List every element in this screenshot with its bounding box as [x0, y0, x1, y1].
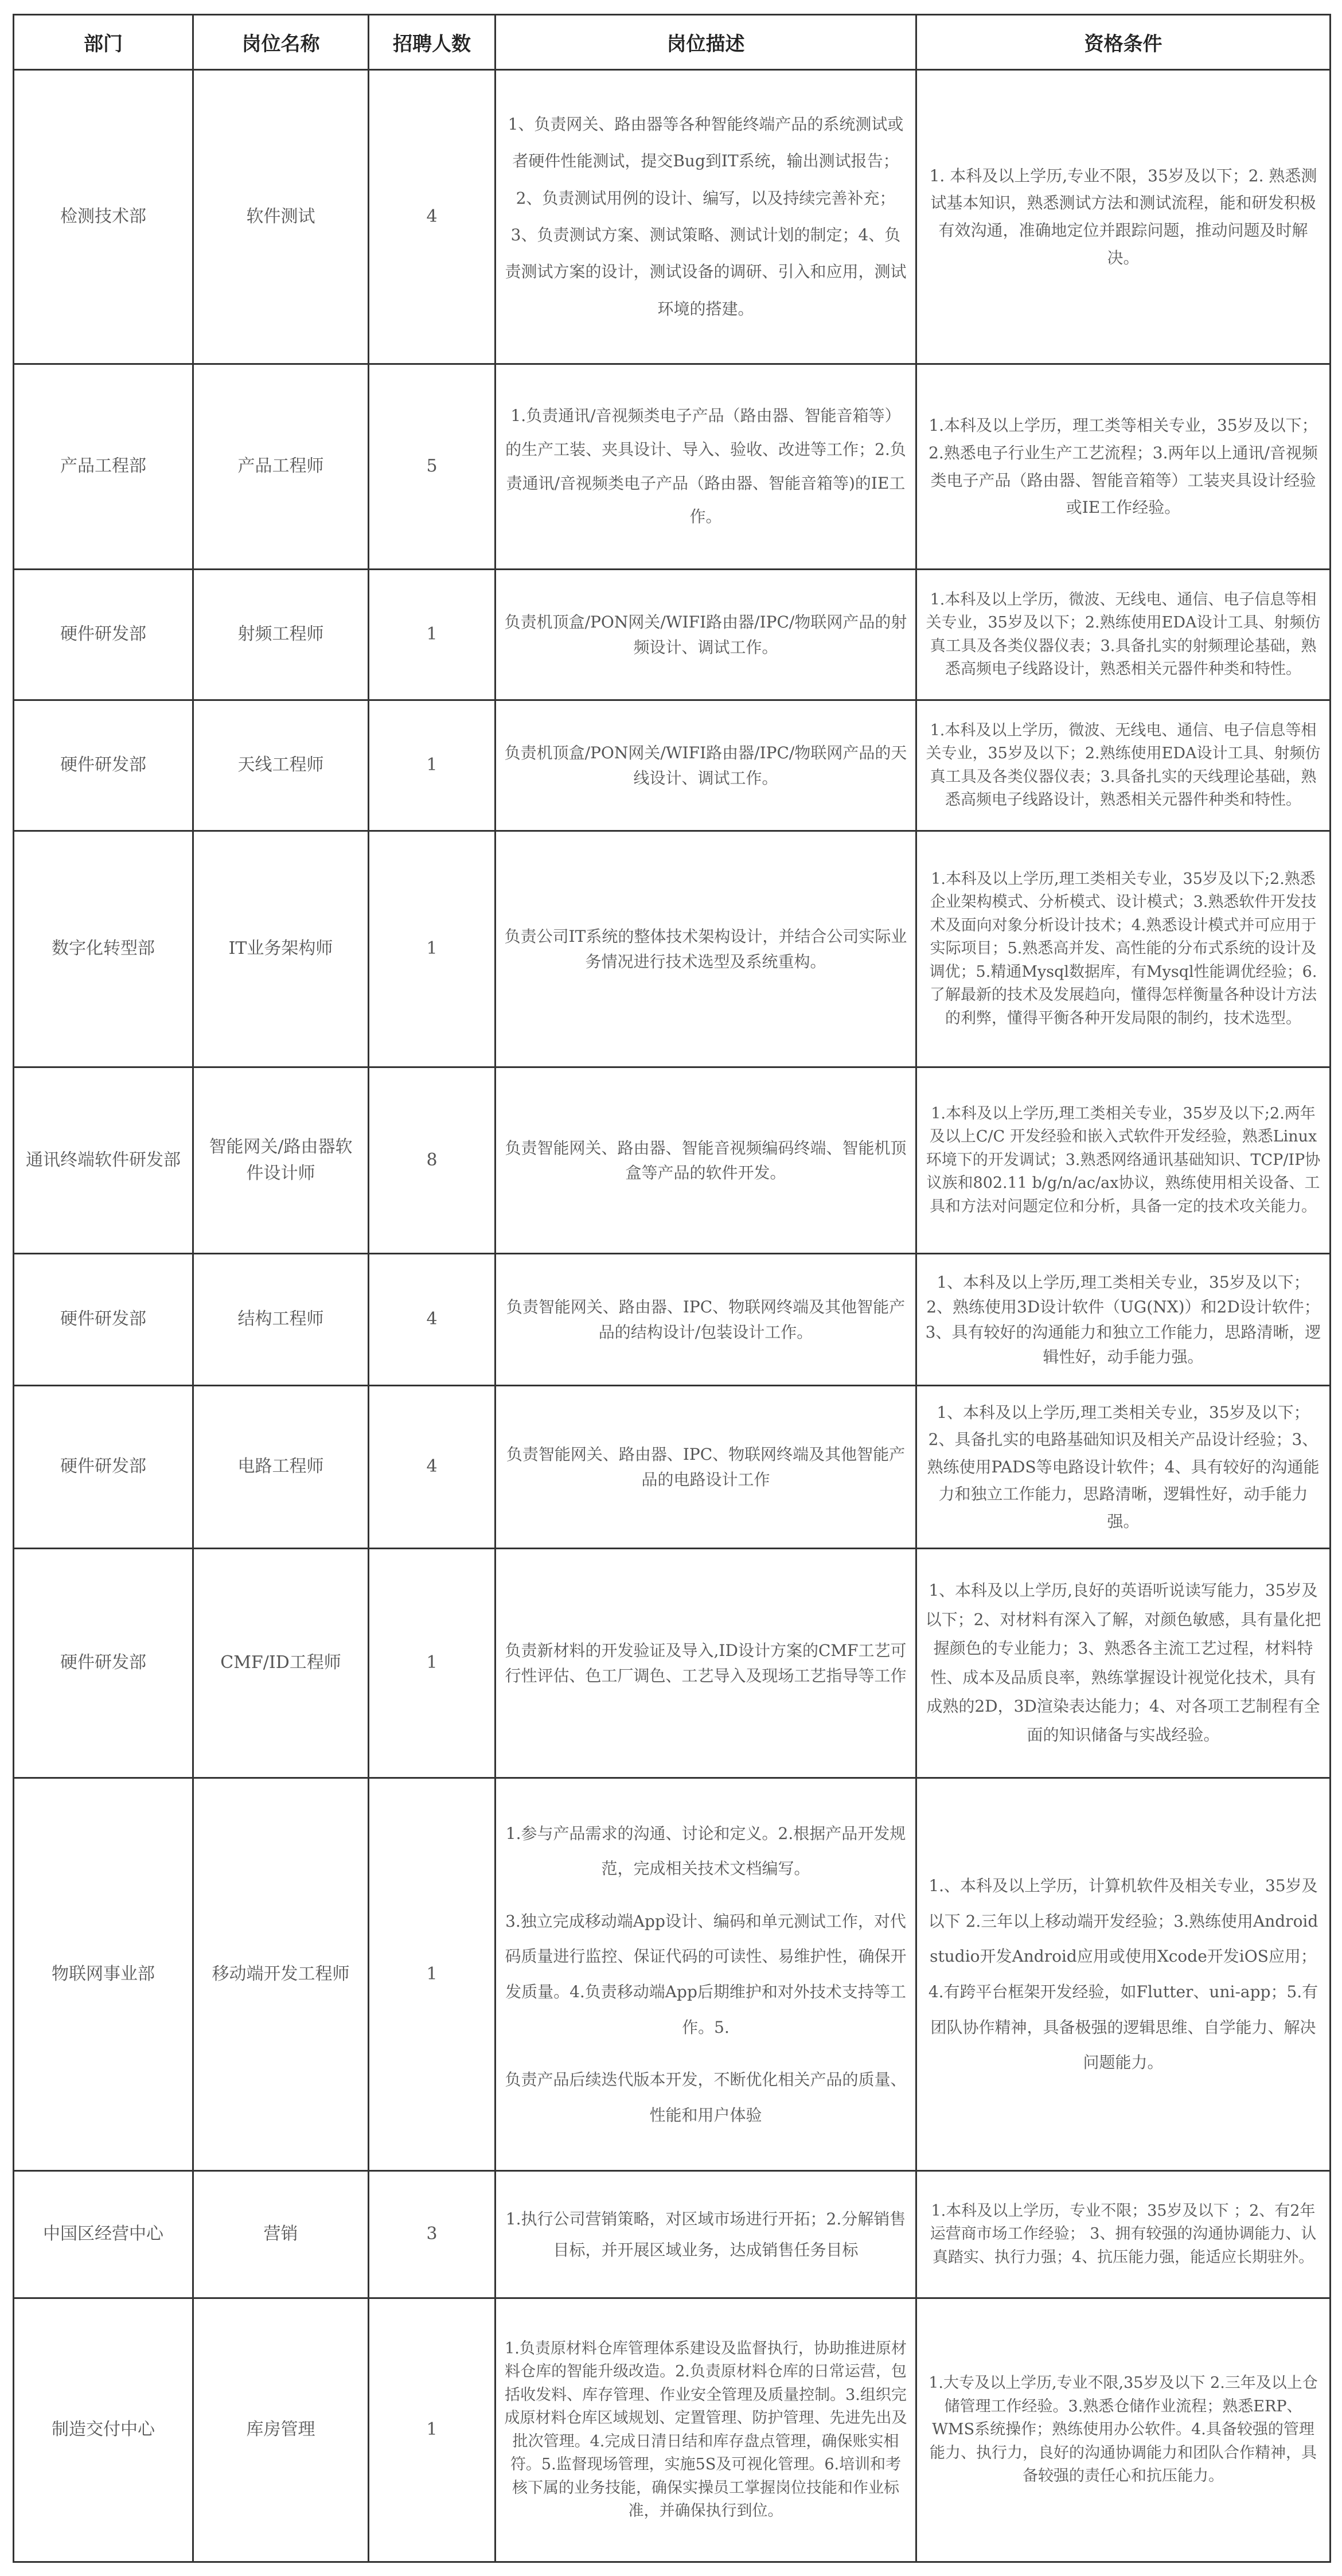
req-cell: [916, 700, 1331, 831]
title-cell: 射频工程师: [193, 570, 369, 700]
header-count: 招聘人数: [369, 15, 496, 70]
paragraph-gap: [504, 2045, 907, 2062]
desc-cell: [496, 831, 916, 1067]
req-paragraph: 1、本科及以上学历,理工类相关专业，35岁及以下；2、具备扎实的电路基础知识及相关产品设计经验；3、熟练使用PADS等电路设计软件；4、具有较好的沟通能力和独立工作能力，思路清晰，逻辑性好，动手能力强。: [927, 1402, 1320, 1531]
count-cell: 1: [369, 2298, 496, 2562]
title-cell: 电路工程师: [193, 1386, 369, 1549]
desc-paragraph: 负责公司IT系统的整体技术架构设计，并结合公司实际业务情况进行技术选型及系统重构。: [504, 927, 907, 971]
dept-cell: 中国区经营中心: [14, 2171, 193, 2298]
req-paragraph: 1.本科及以上学历，理工类等相关专业，35岁及以下；2.熟悉电子行业生产工艺流程；3.两年以上通讯/音视频类电子产品（路由器、智能音箱等）工装夹具设计经验或IE工作经验。: [929, 416, 1318, 517]
table-row: [14, 1549, 1331, 1778]
req-paragraph: 1.大专及以上学历,专业不限,35岁及以下 2.三年及以上仓储管理工作经验。3.熟悉仓储作业流程；熟悉ERP、WMS系统操作；熟练使用办公软件。4.具备较强的管理能力、执行力，良好的沟通协调能力和团队合作精神，具备较强的责任心和抗压能力。: [929, 2374, 1318, 2485]
req-paragraph: 1. 本科及以上学历,专业不限，35岁及以下；2. 熟悉测试基本知识，熟悉测试方法和测试流程，能和研发积极有效沟通，准确地定位并跟踪问题，推动问题及时解决。: [929, 166, 1317, 267]
title-cell: 天线工程师: [193, 700, 369, 831]
req-paragraph: 1.、本科及以上学历，计算机软件及相关专业，35岁及以下 2.三年以上移动端开发经验；3.熟练使用Android studio开发Android应用或使用Xcode开发iOS应用；4.有跨平台框架开发经验，如Flutter、uni-app；5.有团队协作精神，具备极强的逻辑思维、自学能力、解决问题能力。: [928, 1876, 1318, 2072]
desc-cell: [496, 570, 916, 700]
table-row: [14, 700, 1331, 831]
header-title: 岗位名称: [193, 15, 369, 70]
dept-cell: 硬件研发部: [14, 1549, 193, 1778]
req-cell: [916, 1778, 1331, 2171]
desc-paragraph: 负责机顶盒/PON网关/WIFI路由器/IPC/物联网产品的天线设计、调试工作。: [504, 743, 907, 788]
req-cell: [916, 1254, 1331, 1386]
req-paragraph: 1.本科及以上学历，专业不限；35岁及以下 ；2、有2年运营商市场工作经验； 3、拥有较强的沟通协调能力、认真踏实、执行力强；4、抗压能力强，能适应长期驻外。: [930, 2201, 1317, 2266]
dept-cell: 硬件研发部: [14, 1254, 193, 1386]
dept-cell: 数字化转型部: [14, 831, 193, 1067]
dept-cell: 通讯终端软件研发部: [14, 1067, 193, 1254]
desc-cell: [496, 1549, 916, 1778]
table-row: [14, 2298, 1331, 2562]
dept-cell: 检测技术部: [14, 70, 193, 364]
dept-cell: 硬件研发部: [14, 1386, 193, 1549]
req-paragraph: 1.本科及以上学历，微波、无线电、通信、电子信息等相关专业，35岁及以下；2.熟练使用EDA设计工具、射频仿真工具及各类仪器仪表；3.具备扎实的天线理论基础，熟悉高频电子线路设计，熟悉相关元器件种类和特性。: [926, 721, 1321, 809]
table-row: [14, 364, 1331, 570]
paragraph-gap: [504, 1887, 907, 1904]
desc-cell: [496, 364, 916, 570]
count-cell: 8: [369, 1067, 496, 1254]
desc-cell: [496, 1254, 916, 1386]
dept-cell: 硬件研发部: [14, 700, 193, 831]
table-row: [14, 1386, 1331, 1549]
req-cell: [916, 1067, 1331, 1254]
desc-cell: [496, 1067, 916, 1254]
dept-cell: 制造交付中心: [14, 2298, 193, 2562]
desc-cell: [496, 70, 916, 364]
count-cell: 4: [369, 1254, 496, 1386]
desc-paragraph: 1.负责原材料仓库管理体系建设及监督执行，协助推进原材料仓库的智能升级改造。2.负责原材料仓库的日常运营，包括收发料、库存管理、作业安全管理及质量控制。3.组织完成原材料仓库区域规划、定置管理、防护管理、先进先出及批次管理。4.完成日清日结和库存盘点管理，确保账实相符。5.监督现场管理，实施5S及可视化管理。6.培训和考核下属的业务技能，确保实操员工掌握岗位技能和作业标准，并确保执行到位。: [504, 2339, 907, 2520]
title-cell: 营销: [193, 2171, 369, 2298]
count-cell: 5: [369, 364, 496, 570]
count-cell: 1: [369, 1549, 496, 1778]
desc-cell: [496, 2171, 916, 2298]
desc-paragraph: 负责智能网关、路由器、IPC、物联网终端及其他智能产品的电路设计工作: [506, 1445, 906, 1489]
header-dept: 部门: [14, 15, 193, 70]
req-paragraph: 1.本科及以上学历，微波、无线电、通信、电子信息等相关专业，35岁及以下；2.熟练使用EDA设计工具、射频仿真工具及各类仪器仪表；3.具备扎实的射频理论基础，熟悉高频电子线路设计，熟悉相关元器件种类和特性。: [926, 590, 1321, 678]
req-paragraph: 1.本科及以上学历,理工类相关专业，35岁及以下;2.两年及以上C/C 开发经验和嵌入式软件开发经验，熟悉Linux环境下的开发调试；3.熟悉网络通讯基础知识、TCP/IP协议族和802.11 b/g/n/ac/ax协议，熟练使用相关设备、工具和方法对问题定位和分析，具备一定的技术攻关能力。: [926, 1104, 1321, 1215]
table-row: [14, 570, 1331, 700]
desc-cell: [496, 700, 916, 831]
title-cell: 库房管理: [193, 2298, 369, 2562]
desc-paragraph: 3.独立完成移动端App设计、编码和单元测试工作，对代码质量进行监控、保证代码的可读性、易维护性，确保开发质量。4.负责移动端App后期维护和对外技术支持等工作。5.: [505, 1911, 907, 2037]
dept-cell: 物联网事业部: [14, 1778, 193, 2171]
title-cell: 结构工程师: [193, 1254, 369, 1386]
header-req: 资格条件: [916, 15, 1331, 70]
count-cell: 1: [369, 570, 496, 700]
count-cell: 3: [369, 2171, 496, 2298]
count-cell: 1: [369, 1778, 496, 2171]
req-paragraph: 1、本科及以上学历,理工类相关专业，35岁及以下；2、熟练使用3D设计软件（UG(NX)）和2D设计软件；3、具有较好的沟通能力和独立工作能力，思路清晰，逻辑性好，动手能力强。: [925, 1272, 1321, 1366]
desc-cell: [496, 2298, 916, 2562]
header-desc: 岗位描述: [496, 15, 916, 70]
desc-paragraph: 1.负责通讯/音视频类电子产品（路由器、智能音箱等）的生产工装、夹具设计、导入、验收、改进等工作；2.负责通讯/音视频类电子产品（路由器、智能音箱等)的IE工作。: [505, 406, 906, 527]
title-cell: 产品工程师: [193, 364, 369, 570]
dept-cell: 硬件研发部: [14, 570, 193, 700]
desc-paragraph: 负责新材料的开发验证及导入,ID设计方案的CMF工艺可行性评估、色工厂调色、工艺导入及现场工艺指导等工作: [505, 1641, 907, 1685]
req-cell: [916, 2171, 1331, 2298]
desc-paragraph: 负责智能网关、路由器、IPC、物联网终端及其他智能产品的结构设计/包装设计工作。: [506, 1297, 906, 1342]
table-row: [14, 1778, 1331, 2171]
desc-paragraph: 负责智能网关、路由器、智能音视频编码终端、智能机顶盒等产品的软件开发。: [505, 1138, 907, 1182]
desc-paragraph: 负责机顶盒/PON网关/WIFI路由器/IPC/物联网产品的射频设计、调试工作。: [504, 613, 907, 657]
count-cell: 4: [369, 1386, 496, 1549]
table-row: [14, 1254, 1331, 1386]
desc-paragraph: 1.执行公司营销策略，对区域市场进行开拓；2.分解销售目标，并开展区域业务，达成销售任务目标: [505, 2209, 906, 2259]
desc-paragraph: 1.参与产品需求的沟通、讨论和定义。2.根据产品开发规范，完成相关技术文档编写。: [505, 1823, 906, 1879]
count-cell: 1: [369, 700, 496, 831]
desc-cell: [496, 1778, 916, 2171]
header-row: [14, 15, 1331, 70]
table-row: [14, 70, 1331, 364]
title-cell: 智能网关/路由器软件设计师: [193, 1067, 369, 1254]
count-cell: 4: [369, 70, 496, 364]
req-cell: [916, 570, 1331, 700]
req-cell: [916, 364, 1331, 570]
desc-paragraph: 1、负责网关、路由器等各种智能终端产品的系统测试或者硬件性能测试，提交Bug到IT系统，输出测试报告；2、负责测试用例的设计、编写，以及持续完善补充；3、负责测试方案、测试策略、测试计划的制定；4、负责测试方案的设计，测试设备的调研、引入和应用，测试环境的搭建。: [505, 114, 907, 318]
count-cell: 1: [369, 831, 496, 1067]
title-cell: 移动端开发工程师: [193, 1778, 369, 2171]
table-row: [14, 831, 1331, 1067]
title-cell: IT业务架构师: [193, 831, 369, 1067]
title-cell: 软件测试: [193, 70, 369, 364]
title-cell: CMF/ID工程师: [193, 1549, 369, 1778]
req-cell: [916, 1549, 1331, 1778]
req-cell: [916, 70, 1331, 364]
req-cell: [916, 1386, 1331, 1549]
recruitment-table: [13, 14, 1331, 2563]
req-paragraph: 1、本科及以上学历,良好的英语听说读写能力，35岁及以下；2、对材料有深入了解，对颜色敏感，具有量化把握颜色的专业能力；3、熟悉各主流工艺过程，材料特性、成本及品质良率，熟练掌握设计视觉化技术，具有成熟的2D，3D渲染表达能力；4、对各项工艺制程有全面的知识储备与实战经验。: [925, 1581, 1321, 1745]
table-row: [14, 1067, 1331, 1254]
desc-paragraph: 负责产品后续迭代版本开发，不断优化相关产品的质量、性能和用户体验: [505, 2070, 907, 2125]
dept-cell: 产品工程部: [14, 364, 193, 570]
req-cell: [916, 831, 1331, 1067]
req-cell: [916, 2298, 1331, 2562]
desc-cell: [496, 1386, 916, 1549]
req-paragraph: 1.本科及以上学历,理工类相关专业，35岁及以下;2.熟悉企业架构模式、分析模式、设计模式；3.熟悉软件开发技术及面向对象分析设计技术；4.熟悉设计模式并可应用于实际项目；5.熟悉高并发、高性能的分布式系统的设计及调优；5.精通Mysql数据库，有Mysql性能调优经验；6.了解最新的技术及发展趋向，懂得怎样衡量各种设计方法的利弊，懂得平衡各种开发局限的制约，技术选型。: [929, 870, 1317, 1027]
table-row: [14, 2171, 1331, 2298]
